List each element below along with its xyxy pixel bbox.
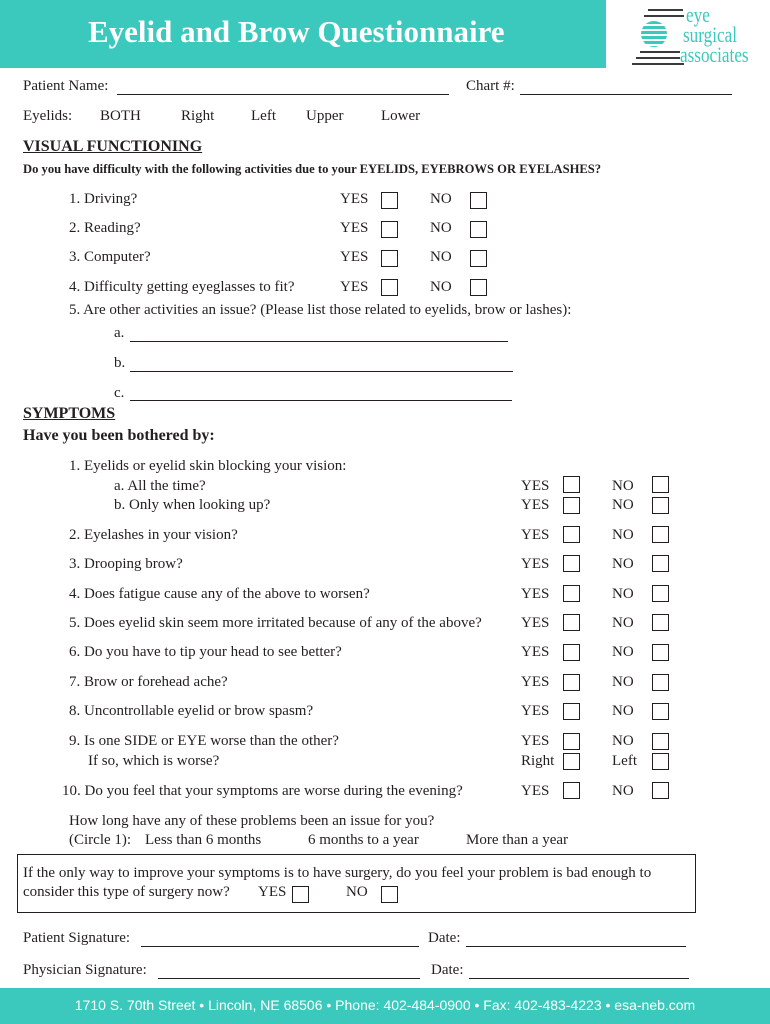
symptom-6-no-checkbox[interactable] bbox=[652, 644, 669, 661]
patient-date-field[interactable] bbox=[466, 946, 686, 947]
patient-name-field[interactable] bbox=[117, 94, 449, 95]
surgery-question-line-2: consider this type of surgery now? bbox=[23, 884, 230, 900]
blank-c-label: c. bbox=[114, 385, 125, 401]
surgery-question-line-1: If the only way to improve your symptoms is to have surgery, do you feel your problem is bad enough to bbox=[23, 865, 652, 881]
symptoms-subheading: Have you been bothered by: bbox=[23, 427, 215, 444]
page-title: Eyelid and Brow Questionnaire bbox=[88, 14, 505, 49]
no-label: NO bbox=[612, 527, 634, 543]
duration-question: How long have any of these problems been an issue for you? bbox=[69, 813, 435, 829]
eyelid-option-upper[interactable]: Upper bbox=[306, 108, 344, 124]
surgery-yes-checkbox[interactable] bbox=[292, 886, 309, 903]
yes-label: YES bbox=[521, 783, 550, 799]
physician-date-field[interactable] bbox=[469, 978, 689, 979]
duration-option-6-months-to-a-year[interactable]: 6 months to a year bbox=[308, 832, 419, 848]
no-label: NO bbox=[346, 884, 368, 900]
symptom-question-label: 7. Brow or forehead ache? bbox=[69, 674, 228, 690]
physician-signature-field[interactable] bbox=[158, 978, 420, 979]
visual-question-label: 2. Reading? bbox=[69, 220, 141, 236]
symptom-question-label: 8. Uncontrollable eyelid or brow spasm? bbox=[69, 703, 314, 719]
chart-number-field[interactable] bbox=[520, 94, 732, 95]
yes-label: YES bbox=[521, 674, 550, 690]
symptom-question-label: 4. Does fatigue cause any of the above to worsen? bbox=[69, 586, 370, 602]
symptom-5-no-checkbox[interactable] bbox=[652, 614, 669, 631]
symptom-question-label: 5. Does eyelid skin seem more irritated because of any of the above? bbox=[69, 615, 482, 631]
visual-question-label: 4. Difficulty getting eyeglasses to fit? bbox=[69, 279, 295, 295]
activity-b-field[interactable] bbox=[130, 371, 513, 372]
no-label: NO bbox=[612, 497, 634, 513]
symptom-6-yes-checkbox[interactable] bbox=[563, 644, 580, 661]
visual-q3-yes-checkbox[interactable] bbox=[381, 250, 398, 267]
symptom-7-no-checkbox[interactable] bbox=[652, 674, 669, 691]
symptom-3-yes-checkbox[interactable] bbox=[563, 555, 580, 572]
eyelids-label: Eyelids: bbox=[23, 108, 73, 124]
no-label: NO bbox=[612, 615, 634, 631]
symptom-9-left-checkbox[interactable] bbox=[652, 753, 669, 770]
symptom-2-no-checkbox[interactable] bbox=[652, 526, 669, 543]
symptom-question-1a: a. All the time? bbox=[114, 478, 206, 494]
blank-b-label: b. bbox=[114, 355, 126, 371]
yes-label: YES bbox=[340, 220, 369, 236]
symptom-question-1: 1. Eyelids or eyelid skin blocking your vision: bbox=[69, 458, 347, 474]
symptom-9-no-checkbox[interactable] bbox=[652, 733, 669, 750]
symptoms-heading: SYMPTOMS bbox=[23, 405, 116, 422]
visual-prompt: Do you have difficulty with the following activities due to your EYELIDS, EYEBROWS OR EYELASHES? bbox=[23, 162, 602, 176]
visual-q3-no-checkbox[interactable] bbox=[470, 250, 487, 267]
no-label: NO bbox=[612, 586, 634, 602]
visual-functioning-heading: VISUAL FUNCTIONING bbox=[23, 138, 203, 155]
physician-date-label: Date: bbox=[431, 962, 464, 978]
symptom-10-no-checkbox[interactable] bbox=[652, 782, 669, 799]
yes-label: YES bbox=[521, 527, 550, 543]
patient-signature-label: Patient Signature: bbox=[23, 930, 131, 946]
symptom-question-label: 6. Do you have to tip your head to see better? bbox=[69, 644, 342, 660]
symptom-5-yes-checkbox[interactable] bbox=[563, 614, 580, 631]
yes-label: YES bbox=[340, 279, 369, 295]
patient-name-label: Patient Name: bbox=[23, 78, 109, 94]
yes-label: YES bbox=[521, 478, 550, 494]
symptom-question-1b: b. Only when looking up? bbox=[114, 497, 271, 513]
right-label: Right bbox=[521, 753, 555, 769]
no-label: NO bbox=[612, 783, 634, 799]
yes-label: YES bbox=[521, 556, 550, 572]
symptom-8-yes-checkbox[interactable] bbox=[563, 703, 580, 720]
visual-q1-yes-checkbox[interactable] bbox=[381, 192, 398, 209]
symptom-10-yes-checkbox[interactable] bbox=[563, 782, 580, 799]
yes-label: YES bbox=[521, 615, 550, 631]
no-label: NO bbox=[430, 191, 452, 207]
no-label: NO bbox=[612, 644, 634, 660]
symptom-1a-no-checkbox[interactable] bbox=[652, 476, 669, 493]
yes-label: YES bbox=[521, 703, 550, 719]
activity-c-field[interactable] bbox=[130, 400, 512, 401]
eyelid-option-both[interactable]: BOTH bbox=[100, 108, 141, 124]
visual-q4-no-checkbox[interactable] bbox=[470, 279, 487, 296]
visual-q4-yes-checkbox[interactable] bbox=[381, 279, 398, 296]
no-label: NO bbox=[430, 279, 452, 295]
symptom-4-no-checkbox[interactable] bbox=[652, 585, 669, 602]
yes-label: YES bbox=[521, 497, 550, 513]
symptom-9-yes-checkbox[interactable] bbox=[563, 733, 580, 750]
globe-icon bbox=[641, 21, 667, 47]
symptom-question-10: 10. Do you feel that your symptoms are worse during the evening? bbox=[62, 783, 463, 799]
footer-band bbox=[0, 988, 770, 1024]
blank-a-label: a. bbox=[114, 325, 125, 341]
eyelid-option-right[interactable]: Right bbox=[181, 108, 215, 124]
circle-one-label: (Circle 1): bbox=[69, 832, 132, 848]
visual-q2-yes-checkbox[interactable] bbox=[381, 221, 398, 238]
symptom-question-9: 9. Is one SIDE or EYE worse than the other? bbox=[69, 733, 339, 749]
footer-contact: 1710 S. 70th Street • Lincoln, NE 68506 • Phone: 402-484-0900 • Fax: 402-483-4223 • esa-neb.com bbox=[74, 997, 696, 1013]
visual-question-label: 3. Computer? bbox=[69, 249, 151, 265]
duration-option-more-than-a-year[interactable]: More than a year bbox=[466, 832, 569, 848]
surgery-no-checkbox[interactable] bbox=[381, 886, 398, 903]
yes-label: YES bbox=[521, 644, 550, 660]
no-label: NO bbox=[612, 478, 634, 494]
symptom-7-yes-checkbox[interactable] bbox=[563, 674, 580, 691]
physician-signature-label: Physician Signature: bbox=[23, 962, 147, 978]
visual-q2-no-checkbox[interactable] bbox=[470, 221, 487, 238]
yes-label: YES bbox=[340, 249, 369, 265]
visual-q1-no-checkbox[interactable] bbox=[470, 192, 487, 209]
eyelid-option-lower[interactable]: Lower bbox=[381, 108, 421, 124]
eyelid-option-left[interactable]: Left bbox=[251, 108, 276, 124]
visual-question-5: 5. Are other activities an issue? (Please list those related to eyelids, brow or lashes): bbox=[69, 302, 572, 318]
no-label: NO bbox=[430, 220, 452, 236]
no-label: NO bbox=[612, 674, 634, 690]
no-label: NO bbox=[430, 249, 452, 265]
symptom-9-right-checkbox[interactable] bbox=[563, 753, 580, 770]
symptom-question-label: 3. Drooping brow? bbox=[69, 556, 183, 572]
yes-label: YES bbox=[340, 191, 369, 207]
symptom-question-label: 2. Eyelashes in your vision? bbox=[69, 527, 238, 543]
no-label: NO bbox=[612, 556, 634, 572]
patient-date-label: Date: bbox=[428, 930, 461, 946]
no-label: NO bbox=[612, 703, 634, 719]
yes-label: YES bbox=[521, 733, 550, 749]
symptom-1b-yes-checkbox[interactable] bbox=[563, 497, 580, 514]
symptom-4-yes-checkbox[interactable] bbox=[563, 585, 580, 602]
duration-option-less-than-6-months[interactable]: Less than 6 months bbox=[145, 832, 262, 848]
symptom-1b-no-checkbox[interactable] bbox=[652, 497, 669, 514]
activity-a-field[interactable] bbox=[130, 341, 508, 342]
visual-question-label: 1. Driving? bbox=[69, 191, 138, 207]
chart-number-label: Chart #: bbox=[466, 78, 515, 94]
no-label: NO bbox=[612, 733, 634, 749]
yes-label: YES bbox=[521, 586, 550, 602]
patient-signature-field[interactable] bbox=[141, 946, 419, 947]
symptom-question-9b: If so, which is worse? bbox=[88, 753, 220, 769]
yes-label: YES bbox=[258, 884, 287, 900]
symptom-3-no-checkbox[interactable] bbox=[652, 555, 669, 572]
left-label: Left bbox=[612, 753, 637, 769]
symptom-8-no-checkbox[interactable] bbox=[652, 703, 669, 720]
symptom-2-yes-checkbox[interactable] bbox=[563, 526, 580, 543]
symptom-1a-yes-checkbox[interactable] bbox=[563, 476, 580, 493]
